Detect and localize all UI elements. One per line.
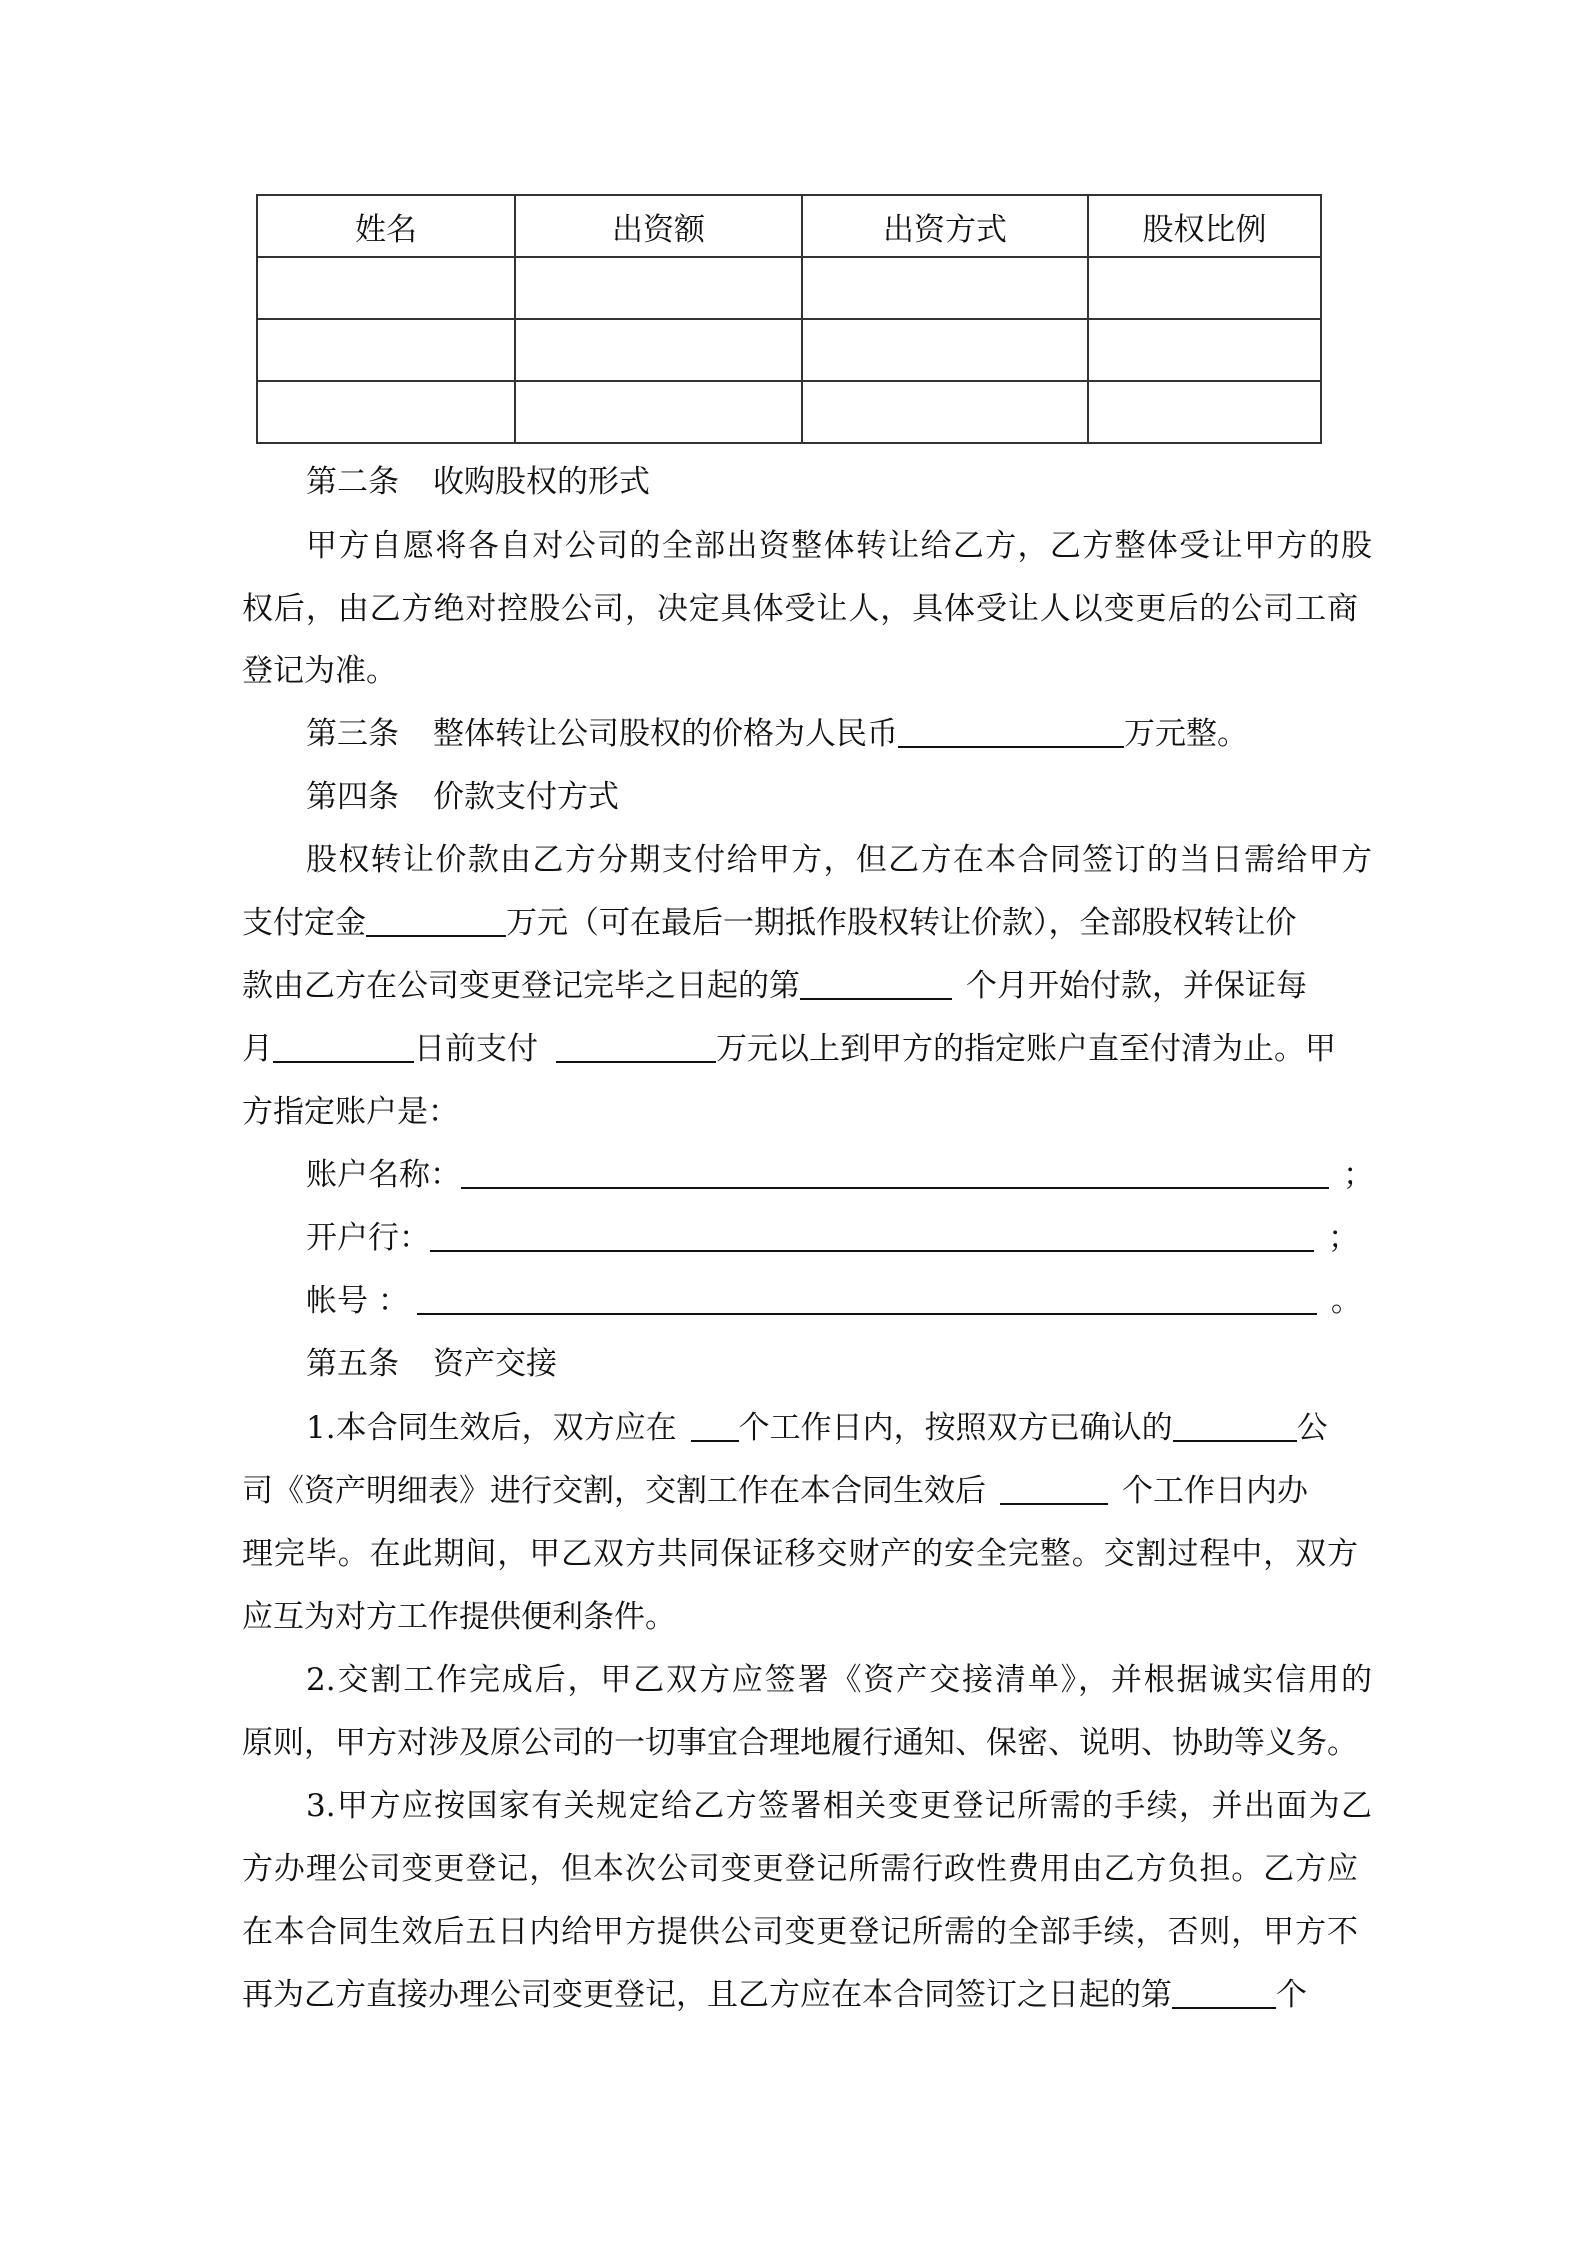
company-blank[interactable] [1173, 1410, 1297, 1442]
table-cell [515, 319, 802, 381]
paragraph-line: 3.甲方应按国家有关规定给乙方签署相关变更登记所需的手续，并出面为乙 [306, 1788, 1372, 1824]
paragraph-line [242, 903, 1297, 943]
workdays-blank[interactable] [691, 1410, 739, 1442]
shareholder-table [256, 194, 1322, 444]
bank-line [306, 1218, 1359, 1258]
article-title: 资产交接 [433, 1346, 557, 1382]
paragraph-line: 甲方自愿将各自对公司的全部出资整体转让给乙方，乙方整体受让甲方的股 [306, 528, 1372, 564]
account-name-line [306, 1155, 1374, 1195]
table-cell [257, 319, 515, 381]
table-cell [257, 381, 515, 443]
paragraph-line [242, 1471, 1308, 1511]
text: ； [1328, 1220, 1359, 1256]
text: 个工作日内，按照双方已确认的 [738, 1410, 1173, 1446]
text: ； [1343, 1157, 1374, 1193]
article-text: 整体转让公司股权的价格为人民币 [433, 716, 898, 752]
account-number-label: 帐号 ： [306, 1283, 409, 1319]
text: 万元（可在最后一期抵作股权转让价款），全部股权转让价 [506, 905, 1297, 941]
header-amount: 出资额 [515, 195, 802, 257]
article-text: 万元整。 [1124, 716, 1248, 752]
text: 1.本合同生效后，双方应在 [306, 1410, 677, 1446]
account-name-blank[interactable] [461, 1157, 1329, 1189]
article-4-heading [306, 777, 619, 817]
start-days-blank[interactable] [1172, 1977, 1276, 2009]
table-row [257, 257, 1321, 319]
article-title: 价款支付方式 [433, 779, 619, 815]
paragraph-line: 股权转让价款由乙方分期支付给甲方，但乙方在本合同签订的当日需给甲方 [306, 842, 1372, 878]
text: 万元以上到甲方的指定账户直至付清为止。甲 [716, 1031, 1336, 1067]
table-header-row [257, 195, 1321, 257]
handover-days-blank[interactable] [1000, 1473, 1108, 1505]
table-cell [1088, 257, 1321, 319]
table-cell [1088, 319, 1321, 381]
header-ratio: 股权比例 [1088, 195, 1321, 257]
paragraph-line: 权后，由乙方绝对控股公司，决定具体受让人，具体受让人以变更后的公司工商 [242, 591, 1358, 627]
paragraph-line: 在本合同生效后五日内给甲方提供公司变更登记所需的全部手续，否则，甲方不 [242, 1914, 1358, 1950]
text: 司《资产明细表》进行交割，交割工作在本合同生效后 [242, 1473, 986, 1509]
paragraph-line [242, 966, 1307, 1006]
amount-blank[interactable] [556, 1031, 716, 1063]
table-cell [257, 257, 515, 319]
table-row [257, 319, 1321, 381]
header-name: 姓名 [257, 195, 515, 257]
paragraph-line: 方办理公司变更登记，但本次公司变更登记所需行政性费用由乙方负担。乙方应 [242, 1851, 1358, 1887]
text: 个工作日内办 [1122, 1473, 1308, 1509]
article-title: 收购股权的形式 [433, 464, 650, 500]
table-cell [802, 319, 1088, 381]
article-3-line [306, 714, 1248, 754]
paragraph-line [242, 1029, 1336, 1069]
text: 个月开始付款，并保证每 [966, 968, 1307, 1004]
paragraph-line: 原则，甲方对涉及原公司的一切事宜合理地履行通知、保密、说明、协助等义务。 [242, 1725, 1358, 1761]
month-blank[interactable] [800, 968, 952, 1000]
text: 。 [1330, 1283, 1362, 1319]
article-2-heading [306, 462, 650, 502]
day-blank[interactable] [273, 1031, 414, 1063]
article-number: 第四条 [306, 779, 399, 815]
text: 公 [1296, 1410, 1328, 1446]
text: 个 [1276, 1977, 1307, 2013]
article-number: 第五条 [306, 1346, 399, 1382]
paragraph-line: 登记为准。 [242, 653, 397, 689]
table-cell [802, 257, 1088, 319]
account-name-label: 账户名称： [306, 1157, 461, 1193]
paragraph-line: 应互为对方工作提供便利条件。 [242, 1599, 676, 1635]
table-cell [802, 381, 1088, 443]
text: 款由乙方在公司变更登记完毕之日起的第 [242, 968, 800, 1004]
table-cell [1088, 381, 1321, 443]
text: 月 [242, 1031, 273, 1067]
text: 再为乙方直接办理公司变更登记，且乙方应在本合同签订之日起的第 [242, 1977, 1172, 2013]
paragraph-line: 理完毕。在此期间，甲乙双方共同保证移交财产的安全完整。交割过程中，双方 [242, 1536, 1358, 1572]
price-blank[interactable] [898, 716, 1124, 748]
account-number-blank[interactable] [417, 1283, 1317, 1315]
article-5-heading [306, 1344, 557, 1384]
paragraph-line: 2.交割工作完成后，甲乙双方应签署《资产交接清单》，并根据诚实信用的 [306, 1662, 1372, 1698]
text: 支付定金 [242, 905, 366, 941]
table-cell [515, 257, 802, 319]
paragraph-line [306, 1408, 1328, 1448]
account-number-line [306, 1281, 1362, 1321]
table-cell [515, 381, 802, 443]
article-number: 第二条 [306, 464, 399, 500]
paragraph-line [242, 1975, 1307, 2015]
deposit-blank[interactable] [366, 905, 506, 937]
text: 日前支付 [414, 1031, 538, 1067]
table-row [257, 381, 1321, 443]
article-number: 第三条 [306, 716, 399, 752]
header-method: 出资方式 [802, 195, 1088, 257]
bank-blank[interactable] [430, 1220, 1314, 1252]
bank-label: 开户行： [306, 1220, 430, 1256]
paragraph-line: 方指定账户是： [242, 1094, 459, 1130]
